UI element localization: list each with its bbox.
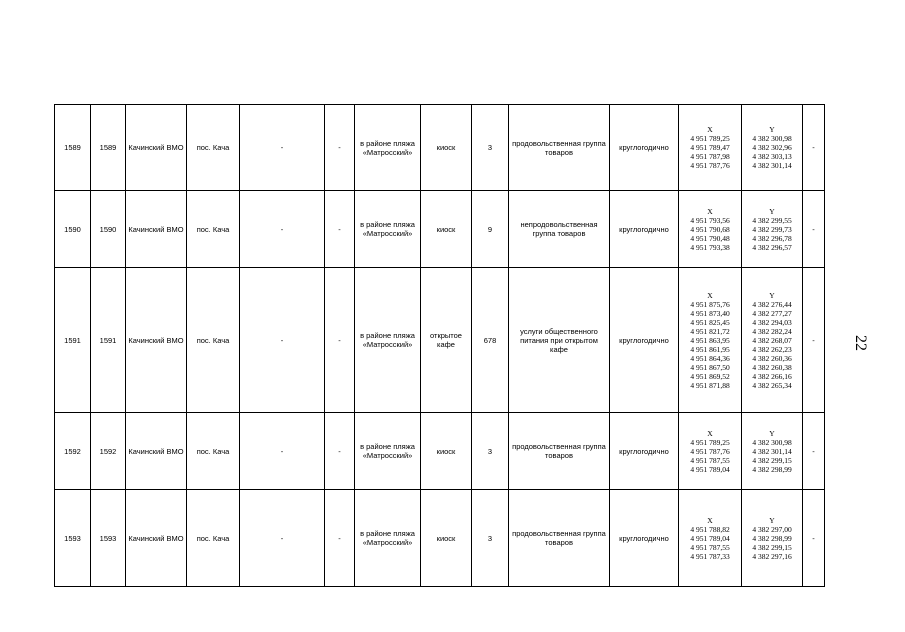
y-value: 4 382 301,14	[752, 161, 792, 170]
table-row	[55, 413, 825, 490]
specialization-cell: продовольственная группа товаров	[509, 413, 610, 490]
area-cell: 3	[472, 490, 509, 587]
district-cell: Качинский ВМО	[126, 268, 187, 413]
column-6-cell: -	[325, 268, 355, 413]
specialization-cell: услуги общественного питания при открытом кафе	[509, 268, 610, 413]
locality-cell: пос. Кача	[187, 268, 240, 413]
y-axis-label: Y	[769, 125, 775, 134]
location-cell: в районе пляжа «Матросский»	[355, 191, 421, 268]
y-value: 4 382 296,78	[752, 233, 792, 243]
y-value: 4 382 294,03	[752, 317, 792, 327]
object-type-cell: киоск	[421, 413, 472, 490]
y-value: 4 382 297,16	[752, 551, 792, 561]
y-value: 4 382 260,36	[752, 353, 792, 363]
y-value: 4 382 297,00	[752, 524, 792, 534]
location-cell: в районе пляжа «Матросский»	[355, 105, 421, 191]
period-cell: круглогодично	[610, 191, 679, 268]
scheme-number: 1590	[91, 191, 126, 268]
x-value: 4 951 787,33	[690, 551, 730, 561]
y-value: 4 382 265,34	[752, 380, 792, 390]
last-column-cell: -	[803, 413, 825, 490]
y-axis-label: Y	[769, 515, 775, 525]
table-body	[55, 105, 825, 587]
y-coordinates-cell	[742, 413, 803, 490]
y-value: 4 382 268,07	[752, 335, 792, 345]
y-value: 4 382 282,24	[752, 326, 792, 336]
x-value: 4 951 790,68	[690, 224, 730, 234]
locality-cell: пос. Кача	[187, 105, 240, 191]
location-cell: в районе пляжа «Матросский»	[355, 268, 421, 413]
x-coordinates-cell	[679, 105, 742, 191]
district-cell: Качинский ВМО	[126, 105, 187, 191]
column-5-cell: -	[240, 268, 325, 413]
area-cell: 3	[472, 105, 509, 191]
x-coordinates-cell	[679, 413, 742, 490]
row-number: 1592	[55, 413, 91, 490]
object-type-cell: киоск	[421, 490, 472, 587]
table-row	[55, 268, 825, 413]
column-5-cell: -	[240, 413, 325, 490]
x-value: 4 951 787,98	[690, 152, 730, 161]
x-value: 4 951 787,76	[690, 446, 730, 456]
specialization-cell: продовольственная группа товаров	[509, 490, 610, 587]
x-value: 4 951 821,72	[690, 326, 730, 336]
x-value: 4 951 789,04	[690, 464, 730, 474]
x-value: 4 951 875,76	[690, 299, 730, 309]
row-number: 1589	[55, 105, 91, 191]
x-value: 4 951 793,56	[690, 215, 730, 225]
column-6-cell: -	[325, 490, 355, 587]
x-value: 4 951 790,48	[690, 233, 730, 243]
y-value: 4 382 266,16	[752, 371, 792, 381]
area-cell: 9	[472, 191, 509, 268]
x-value: 4 951 787,76	[690, 161, 730, 170]
y-value: 4 382 276,44	[752, 299, 792, 309]
period-cell: круглогодично	[610, 105, 679, 191]
x-value: 4 951 861,95	[690, 344, 730, 354]
y-axis-label: Y	[769, 206, 775, 216]
x-value: 4 951 863,95	[690, 335, 730, 345]
page-number: 22	[852, 335, 869, 351]
table-row	[55, 490, 825, 587]
x-coordinates-cell	[679, 268, 742, 413]
y-value: 4 382 262,23	[752, 344, 792, 354]
object-type-cell: киоск	[421, 105, 472, 191]
x-coordinates-cell	[679, 490, 742, 587]
y-value: 4 382 299,55	[752, 215, 792, 225]
y-value: 4 382 298,99	[752, 533, 792, 543]
x-value: 4 951 864,36	[690, 353, 730, 363]
object-type-cell: открытое кафе	[421, 268, 472, 413]
row-number: 1591	[55, 268, 91, 413]
scheme-number: 1591	[91, 268, 126, 413]
x-value: 4 951 825,45	[690, 317, 730, 327]
x-value: 4 951 869,52	[690, 371, 730, 381]
y-value: 4 382 300,98	[752, 437, 792, 447]
locality-cell: пос. Кача	[187, 490, 240, 587]
x-value: 4 951 793,38	[690, 242, 730, 252]
x-axis-label: X	[707, 428, 713, 438]
y-value: 4 382 298,99	[752, 464, 792, 474]
x-value: 4 951 789,25	[690, 134, 730, 143]
location-cell: в районе пляжа «Матросский»	[355, 413, 421, 490]
y-axis-label: Y	[769, 290, 775, 300]
y-value: 4 382 301,14	[752, 446, 792, 456]
y-axis-label: Y	[769, 428, 775, 438]
x-axis-label: X	[707, 290, 713, 300]
y-value: 4 382 299,15	[752, 542, 792, 552]
area-cell: 3	[472, 413, 509, 490]
column-5-cell: -	[240, 490, 325, 587]
column-5-cell: -	[240, 105, 325, 191]
row-number: 1593	[55, 490, 91, 587]
x-value: 4 951 788,82	[690, 524, 730, 534]
period-cell: круглогодично	[610, 490, 679, 587]
y-value: 4 382 296,57	[752, 242, 792, 252]
y-value: 4 382 277,27	[752, 308, 792, 318]
scheme-number: 1593	[91, 490, 126, 587]
y-coordinates-cell	[742, 191, 803, 268]
x-axis-label: X	[707, 206, 713, 216]
column-5-cell: -	[240, 191, 325, 268]
scheme-number: 1592	[91, 413, 126, 490]
last-column-cell: -	[803, 191, 825, 268]
y-value: 4 382 260,38	[752, 362, 792, 372]
placement-registry-table	[54, 104, 825, 587]
specialization-cell: продовольственная группа товаров	[509, 105, 610, 191]
period-cell: круглогодично	[610, 268, 679, 413]
x-value: 4 951 873,40	[690, 308, 730, 318]
column-6-cell: -	[325, 191, 355, 268]
y-coordinates-cell	[742, 490, 803, 587]
x-coordinates-cell	[679, 191, 742, 268]
table-row	[55, 191, 825, 268]
y-value: 4 382 300,98	[752, 134, 792, 143]
y-value: 4 382 302,96	[752, 143, 792, 152]
last-column-cell: -	[803, 268, 825, 413]
column-6-cell: -	[325, 413, 355, 490]
x-value: 4 951 871,88	[690, 380, 730, 390]
location-cell: в районе пляжа «Матросский»	[355, 490, 421, 587]
table-row	[55, 105, 825, 191]
last-column-cell: -	[803, 490, 825, 587]
district-cell: Качинский ВМО	[126, 413, 187, 490]
x-value: 4 951 789,04	[690, 533, 730, 543]
y-coordinates-cell	[742, 268, 803, 413]
last-column-cell: -	[803, 105, 825, 191]
area-cell: 678	[472, 268, 509, 413]
locality-cell: пос. Кача	[187, 413, 240, 490]
y-value: 4 382 299,73	[752, 224, 792, 234]
x-axis-label: X	[707, 125, 713, 134]
y-value: 4 382 299,15	[752, 455, 792, 465]
x-axis-label: X	[707, 515, 713, 525]
object-type-cell: киоск	[421, 191, 472, 268]
x-value: 4 951 867,50	[690, 362, 730, 372]
period-cell: круглогодично	[610, 413, 679, 490]
x-value: 4 951 787,55	[690, 455, 730, 465]
y-coordinates-cell	[742, 105, 803, 191]
y-value: 4 382 303,13	[752, 152, 792, 161]
district-cell: Качинский ВМО	[126, 490, 187, 587]
specialization-cell: непродовольственная группа товаров	[509, 191, 610, 268]
x-value: 4 951 787,55	[690, 542, 730, 552]
locality-cell: пос. Кача	[187, 191, 240, 268]
scheme-number: 1589	[91, 105, 126, 191]
x-value: 4 951 789,47	[690, 143, 730, 152]
district-cell: Качинский ВМО	[126, 191, 187, 268]
column-6-cell: -	[325, 105, 355, 191]
row-number: 1590	[55, 191, 91, 268]
x-value: 4 951 789,25	[690, 437, 730, 447]
